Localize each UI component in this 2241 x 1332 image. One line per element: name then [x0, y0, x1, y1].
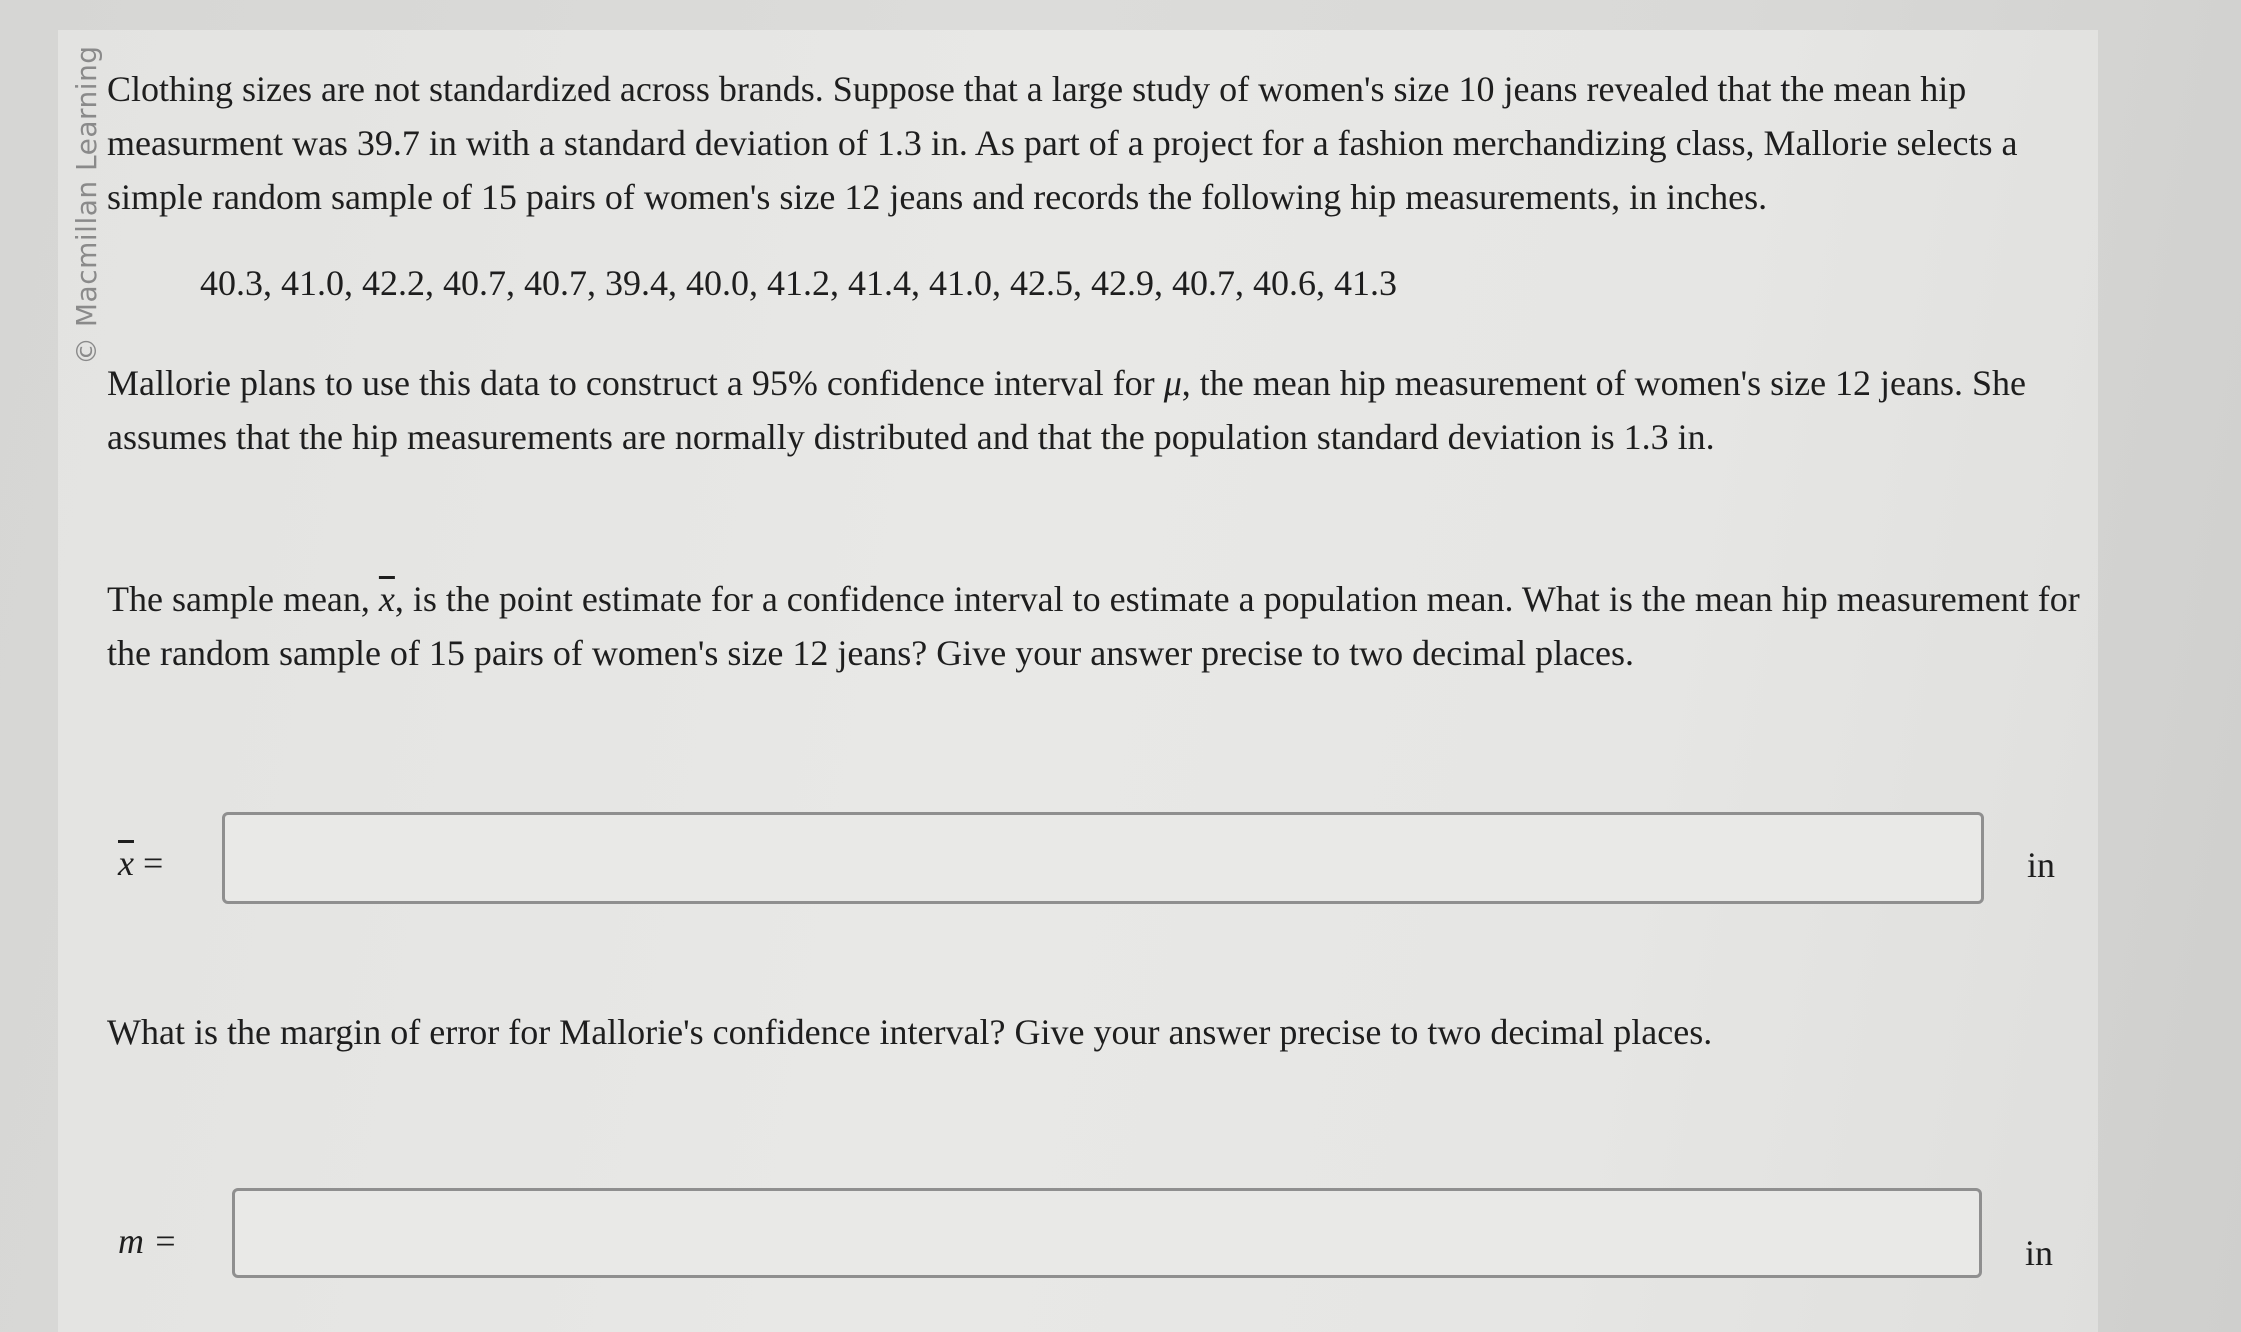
q1-text-start: The sample mean, — [107, 579, 379, 619]
plan-text-start: Mallorie plans to use this data to construct a 95% confidence interval for — [107, 363, 1164, 403]
plan-paragraph — [107, 356, 2097, 464]
data-values: 40.3, 41.0, 42.2, 40.7, 40.7, 39.4, 40.0, 41.2, 41.4, 41.0, 42.5, 42.9, 40.7, 40.6, 41.3 — [200, 263, 1397, 303]
question-1-text — [107, 572, 2097, 680]
margin-answer-label: m = — [118, 1221, 178, 1261]
margin-of-error-input[interactable] — [232, 1188, 1982, 1278]
xbar-symbol: $\overline{x}$ — [378, 579, 395, 619]
copyright-watermark: © Macmillan Learning — [70, 45, 103, 365]
xbar-answer-label — [118, 842, 163, 884]
margin-of-error-unit: in — [2025, 1233, 2054, 1273]
xbar-label-equals: = — [133, 843, 164, 883]
sample-mean-input[interactable] — [222, 812, 1984, 904]
intro-paragraph: Clothing sizes are not standardized across brands. Suppose that a large study of women's size 10 jeans revealed that the mean hip measurment was 39.7 in with a standard deviation of 1.3 in. As part of a project for a fashion merchandizing class, Mallorie selects a simple random sample of 15 pairs of women's size 12 jeans and records the following hip measurements, in inches. — [107, 69, 2018, 217]
q1-text-end: , is the point estimate for a confidence interval to estimate a population mean. What is the mean hip measurement for the random sample of 15 pairs of women's size 12 jeans? Give your answer precise to two decimal places. — [107, 579, 2080, 673]
question-2-text: What is the margin of error for Mallorie's confidence interval? Give your answer precise to two decimal places. — [107, 1012, 1713, 1052]
sample-mean-unit: in — [2027, 845, 2056, 885]
xbar-label-symbol: $\overline{x}$ — [118, 843, 134, 883]
plan-text-end: , the mean hip measurement of women's size 12 jeans. She assumes that the hip measurements are normally distributed and that the population standard deviation is 1.3 in. — [107, 363, 2027, 457]
question-panel — [58, 30, 2098, 1332]
mu-symbol: μ — [1163, 363, 1182, 403]
